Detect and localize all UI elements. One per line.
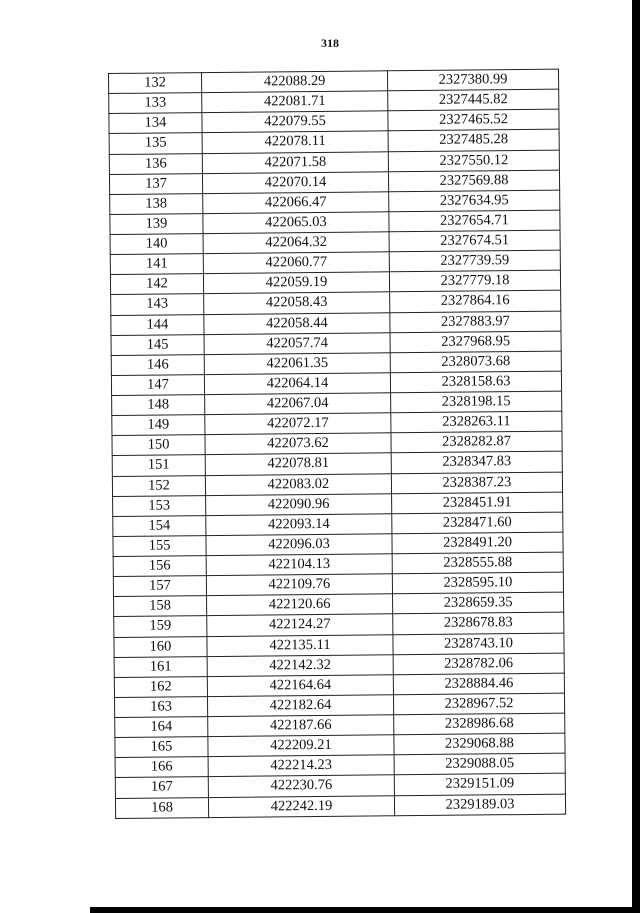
y-coordinate-cell: 2328263.11 xyxy=(391,411,562,433)
scan-edge-right xyxy=(632,0,640,913)
x-coordinate-cell: 422059.19 xyxy=(203,272,389,294)
y-coordinate-cell: 2328743.10 xyxy=(393,633,564,655)
x-coordinate-cell: 422109.76 xyxy=(206,574,392,596)
x-coordinate-cell: 422096.03 xyxy=(206,534,392,556)
y-coordinate-cell: 2328282.87 xyxy=(391,431,562,453)
y-coordinate-cell: 2328967.52 xyxy=(393,693,564,715)
x-coordinate-cell: 422071.58 xyxy=(202,151,388,173)
y-coordinate-cell: 2328451.91 xyxy=(392,492,563,514)
x-coordinate-cell: 422058.43 xyxy=(204,292,390,314)
point-number-cell: 142 xyxy=(110,274,203,295)
y-coordinate-cell: 2329088.05 xyxy=(394,753,565,775)
point-number-cell: 144 xyxy=(111,314,204,335)
x-coordinate-cell: 422142.32 xyxy=(207,654,393,676)
point-number-cell: 148 xyxy=(112,395,205,416)
point-number-cell: 140 xyxy=(110,234,203,255)
y-coordinate-cell: 2327550.12 xyxy=(388,150,559,172)
x-coordinate-cell: 422135.11 xyxy=(207,634,393,656)
y-coordinate-cell: 2328073.68 xyxy=(390,351,561,373)
point-number-cell: 145 xyxy=(111,334,204,355)
x-coordinate-cell: 422058.44 xyxy=(204,312,390,334)
point-number-cell: 164 xyxy=(115,717,208,738)
point-number-cell: 151 xyxy=(112,455,205,476)
y-coordinate-cell: 2328595.10 xyxy=(392,572,563,594)
y-coordinate-cell: 2327445.82 xyxy=(388,89,559,111)
x-coordinate-cell: 422088.29 xyxy=(202,71,388,93)
point-number-cell: 136 xyxy=(109,153,202,174)
y-coordinate-cell: 2327864.16 xyxy=(390,291,561,313)
point-number-cell: 163 xyxy=(114,696,207,717)
y-coordinate-cell: 2327739.59 xyxy=(389,250,560,272)
x-coordinate-cell: 422083.02 xyxy=(205,473,391,495)
x-coordinate-cell: 422182.64 xyxy=(207,695,393,717)
y-coordinate-cell: 2327465.52 xyxy=(388,109,559,131)
y-coordinate-cell: 2328986.68 xyxy=(394,713,565,735)
point-number-cell: 143 xyxy=(111,294,204,315)
coordinates-table xyxy=(108,69,566,819)
x-coordinate-cell: 422070.14 xyxy=(202,171,388,193)
x-coordinate-cell: 422164.64 xyxy=(207,675,393,697)
y-coordinate-cell: 2327380.99 xyxy=(387,69,558,91)
x-coordinate-cell: 422242.19 xyxy=(208,795,394,817)
y-coordinate-cell: 2328491.20 xyxy=(392,532,563,554)
y-coordinate-cell: 2328884.46 xyxy=(393,673,564,695)
y-coordinate-cell: 2328198.15 xyxy=(391,391,562,413)
point-number-cell: 162 xyxy=(114,676,207,697)
x-coordinate-cell: 422187.66 xyxy=(208,715,394,737)
point-number-cell: 135 xyxy=(109,133,202,154)
y-coordinate-cell: 2327654.71 xyxy=(389,210,560,232)
point-number-cell: 150 xyxy=(112,435,205,456)
y-coordinate-cell: 2328347.83 xyxy=(391,452,562,474)
x-coordinate-cell: 422072.17 xyxy=(205,413,391,435)
y-coordinate-cell: 2329068.88 xyxy=(394,733,565,755)
x-coordinate-cell: 422209.21 xyxy=(208,735,394,757)
y-coordinate-cell: 2327968.95 xyxy=(390,331,561,353)
point-number-cell: 153 xyxy=(113,495,206,516)
scan-edge-bottom xyxy=(90,907,640,913)
y-coordinate-cell: 2328659.35 xyxy=(393,592,564,614)
point-number-cell: 152 xyxy=(112,475,205,496)
point-number-cell: 155 xyxy=(113,535,206,556)
x-coordinate-cell: 422093.14 xyxy=(206,514,392,536)
x-coordinate-cell: 422065.03 xyxy=(203,212,389,234)
x-coordinate-cell: 422124.27 xyxy=(207,614,393,636)
point-number-cell: 132 xyxy=(109,73,202,94)
y-coordinate-cell: 2329189.03 xyxy=(394,794,565,816)
y-coordinate-cell: 2328158.63 xyxy=(390,371,561,393)
point-number-cell: 134 xyxy=(109,113,202,134)
point-number-cell: 149 xyxy=(112,415,205,436)
point-number-cell: 160 xyxy=(114,636,207,657)
point-number-cell: 165 xyxy=(115,737,208,758)
x-coordinate-cell: 422078.11 xyxy=(202,131,388,153)
point-number-cell: 158 xyxy=(114,596,207,617)
x-coordinate-cell: 422230.76 xyxy=(208,775,394,797)
y-coordinate-cell: 2327674.51 xyxy=(389,230,560,252)
y-coordinate-cell: 2327569.88 xyxy=(388,170,559,192)
point-number-cell: 133 xyxy=(109,93,202,114)
x-coordinate-cell: 422057.74 xyxy=(204,332,390,354)
y-coordinate-cell: 2328782.06 xyxy=(393,653,564,675)
y-coordinate-cell: 2327634.95 xyxy=(389,190,560,212)
point-number-cell: 166 xyxy=(115,757,208,778)
point-number-cell: 159 xyxy=(114,616,207,637)
y-coordinate-cell: 2328555.88 xyxy=(392,552,563,574)
point-number-cell: 156 xyxy=(113,556,206,577)
x-coordinate-cell: 422081.71 xyxy=(202,91,388,113)
x-coordinate-cell: 422060.77 xyxy=(203,252,389,274)
point-number-cell: 154 xyxy=(113,515,206,536)
x-coordinate-cell: 422120.66 xyxy=(207,594,393,616)
point-number-cell: 138 xyxy=(110,193,203,214)
y-coordinate-cell: 2328471.60 xyxy=(392,512,563,534)
y-coordinate-cell: 2327883.97 xyxy=(390,311,561,333)
x-coordinate-cell: 422061.35 xyxy=(204,353,390,375)
point-number-cell: 167 xyxy=(115,777,208,798)
y-coordinate-cell: 2327485.28 xyxy=(388,130,559,152)
point-number-cell: 161 xyxy=(114,656,207,677)
x-coordinate-cell: 422073.62 xyxy=(205,433,391,455)
table-row xyxy=(115,794,565,819)
x-coordinate-cell: 422214.23 xyxy=(208,755,394,777)
y-coordinate-cell: 2329151.09 xyxy=(394,774,565,796)
point-number-cell: 139 xyxy=(110,213,203,234)
x-coordinate-cell: 422067.04 xyxy=(205,393,391,415)
x-coordinate-cell: 422064.32 xyxy=(203,232,389,254)
y-coordinate-cell: 2328387.23 xyxy=(391,472,562,494)
coordinates-table-body xyxy=(109,69,566,818)
x-coordinate-cell: 422104.13 xyxy=(206,554,392,576)
page-number: 318 xyxy=(321,36,339,50)
point-number-cell: 146 xyxy=(111,354,204,375)
point-number-cell: 157 xyxy=(113,576,206,597)
y-coordinate-cell: 2327779.18 xyxy=(389,270,560,292)
point-number-cell: 141 xyxy=(110,254,203,275)
x-coordinate-cell: 422064.14 xyxy=(204,373,390,395)
x-coordinate-cell: 422078.81 xyxy=(205,453,391,475)
y-coordinate-cell: 2328678.83 xyxy=(393,613,564,635)
x-coordinate-cell: 422066.47 xyxy=(203,192,389,214)
point-number-cell: 137 xyxy=(109,173,202,194)
x-coordinate-cell: 422090.96 xyxy=(206,493,392,515)
x-coordinate-cell: 422079.55 xyxy=(202,111,388,133)
point-number-cell: 147 xyxy=(111,374,204,395)
point-number-cell: 168 xyxy=(115,797,208,818)
